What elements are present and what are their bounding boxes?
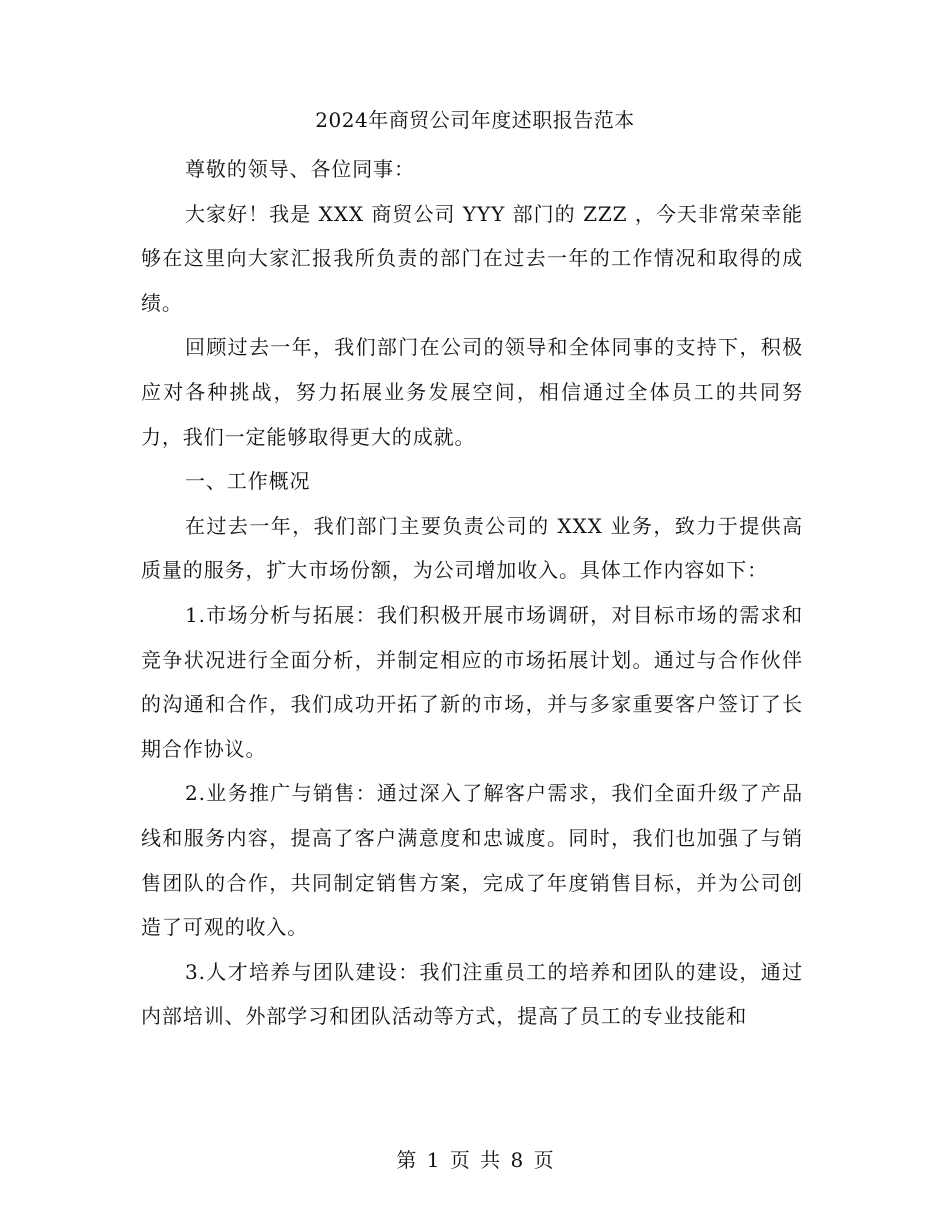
review-paragraph: 回顾过去一年，我们部门在公司的领导和全体同事的支持下，积极应对各种挑战，努力拓展业务发展空间，相信通过全体员工的共同努力，我们一定能够取得更大的成就。 [141, 335, 803, 449]
item-market-paragraph: 1.市场分析与拓展：我们积极开展市场调研，对目标市场的需求和竞争状况进行全面分析，并制定相应的市场拓展计划。通过与合作伙伴的沟通和合作，我们成功开拓了新的市场，并与多家重要客户签订了长期合作协议。 [141, 602, 803, 761]
greeting-paragraph: 大家好！我是 XXX 商贸公司 YYY 部门的 ZZZ ，今天非常荣幸能够在这里向大家汇报我所负责的部门在过去一年的工作情况和取得的成绩。 [141, 201, 803, 315]
document-body [141, 147, 803, 1039]
document-title: 2024年商贸公司年度述职报告范本 [315, 108, 635, 132]
overview-paragraph: 在过去一年，我们部门主要负责公司的 XXX 业务，致力于提供高质量的服务，扩大市场份额，为公司增加收入。具体工作内容如下： [141, 513, 803, 583]
page-footer: 第 1 页 共 8 页 [396, 1148, 554, 1172]
item-sales-paragraph: 2.业务推广与销售：通过深入了解客户需求，我们全面升级了产品线和服务内容，提高了客户满意度和忠诚度。同时，我们也加强了与销售团队的合作，共同制定销售方案，完成了年度销售目标，并为公司创造了可观的收入。 [141, 781, 803, 940]
section-heading: 一、工作概况 [185, 469, 311, 494]
salutation-paragraph: 尊敬的领导、各位同事： [185, 157, 415, 181]
item-talent-paragraph: 3.人才培养与团队建设：我们注重员工的培养和团队的建设，通过内部培训、外部学习和团队活动等方式，提高了员工的专业技能和 [141, 959, 803, 1029]
